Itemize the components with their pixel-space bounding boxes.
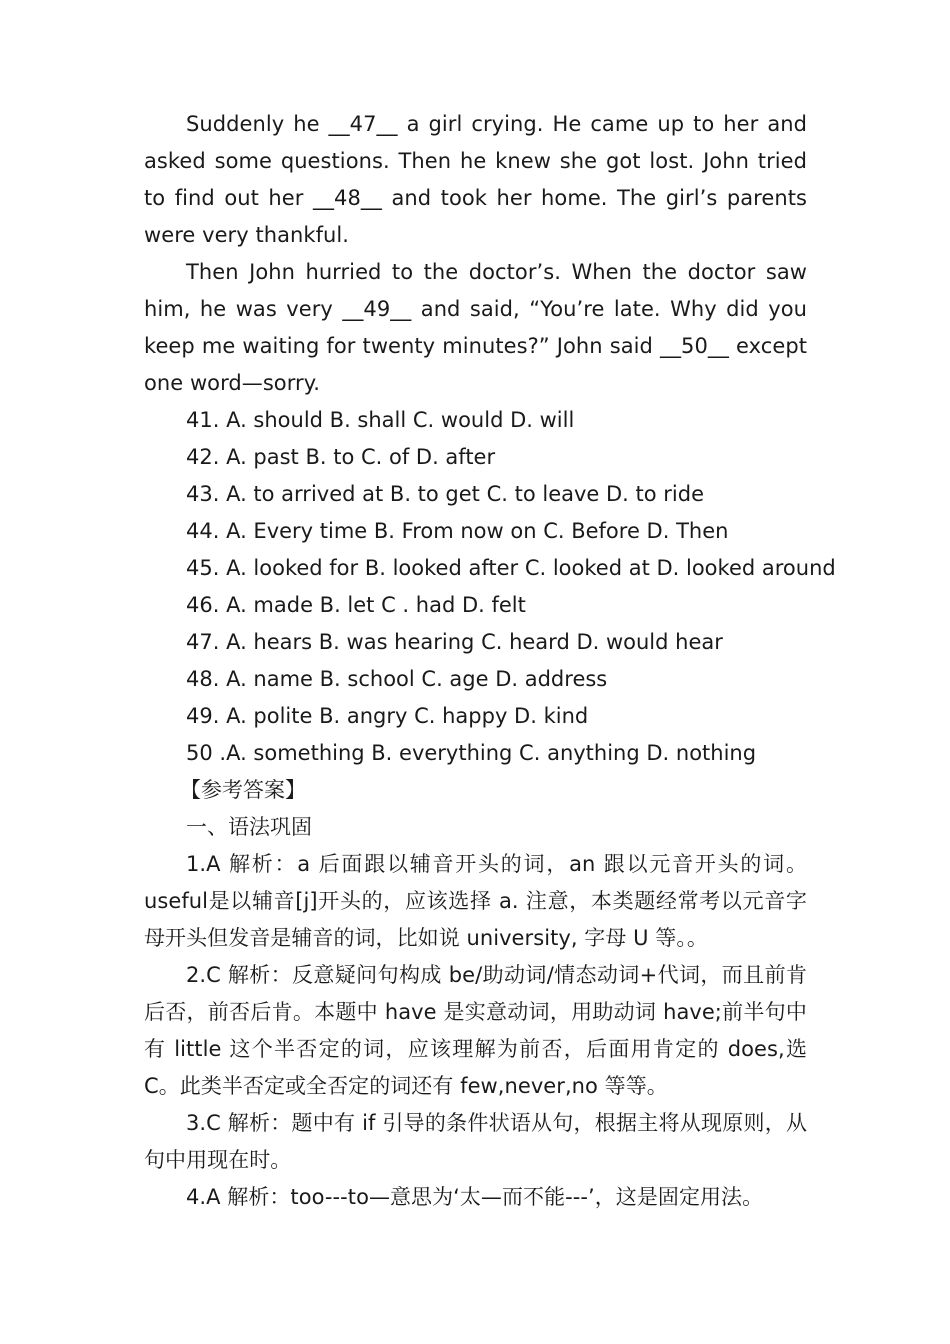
option-line-47: 47. A. hears B. was hearing C. heard D. would hear [186, 630, 723, 654]
option-line-50: 50 .A. something B. everything C. anything D. nothing [186, 741, 757, 765]
passage-paragraph-1: Suddenly he __47__ a girl crying. He came up to her and asked some questions. Then he knew she got lost. John tried to find out her __48__ and took her home. The girl’s parents were very thankful. [144, 112, 807, 247]
option-line-44: 44. A. Every time B. From now on C. Before D. Then [186, 519, 729, 543]
option-line-48: 48. A. name B. school C. age D. address [186, 667, 608, 691]
passage-paragraph-2: Then John hurried to the doctor’s. When the doctor saw him, he was very __49__ and said, “You’re late. Why did you keep me waiting for twenty minutes?” John said __50__ except one word—sorry. [144, 260, 807, 395]
explanation-4: 4.A 解析：too---to—意思为‘太—而不能---’，这是固定用法。 [186, 1185, 764, 1209]
option-line-42: 42. A. past B. to C. of D. after [186, 445, 496, 469]
explanation-3: 3.C 解析：题中有 if 引导的条件状语从句，根据主将从现原则，从句中用现在时。 [144, 1111, 807, 1172]
option-line-43: 43. A. to arrived at B. to get C. to leave D. to ride [186, 482, 704, 506]
option-line-46: 46. A. made B. let C . had D. felt [186, 593, 526, 617]
option-line-49: 49. A. polite B. angry C. happy D. kind [186, 704, 589, 728]
explanation-1: 1.A 解析：a 后面跟以辅音开头的词，an 跟以元音开头的词。useful是以辅音[j]开头的，应该选择 a. 注意，本类题经常考以元音字母开头但发音是辅音的词，比如说 university, 字母 U 等。。 [144, 852, 807, 950]
option-line-41: 41. A. should B. shall C. would D. will [186, 408, 575, 432]
answer-header: 【参考答案】 [180, 778, 306, 802]
document-page [144, 106, 836, 1216]
section-title: 一、语法巩固 [186, 815, 312, 839]
explanation-2: 2.C 解析：反意疑问句构成 be/助动词/情态动词+代词，而且前肯后否，前否后肯。本题中 have 是实意动词，用助动词 have;前半句中有 little 这个半否定的词，应该理解为前否，后面用肯定的 does,选 C。此类半否定或全否定的词还有 few,never,no 等等。 [144, 963, 807, 1098]
option-line-45: 45. A. looked for B. looked after C. looked at D. looked around [186, 556, 836, 580]
